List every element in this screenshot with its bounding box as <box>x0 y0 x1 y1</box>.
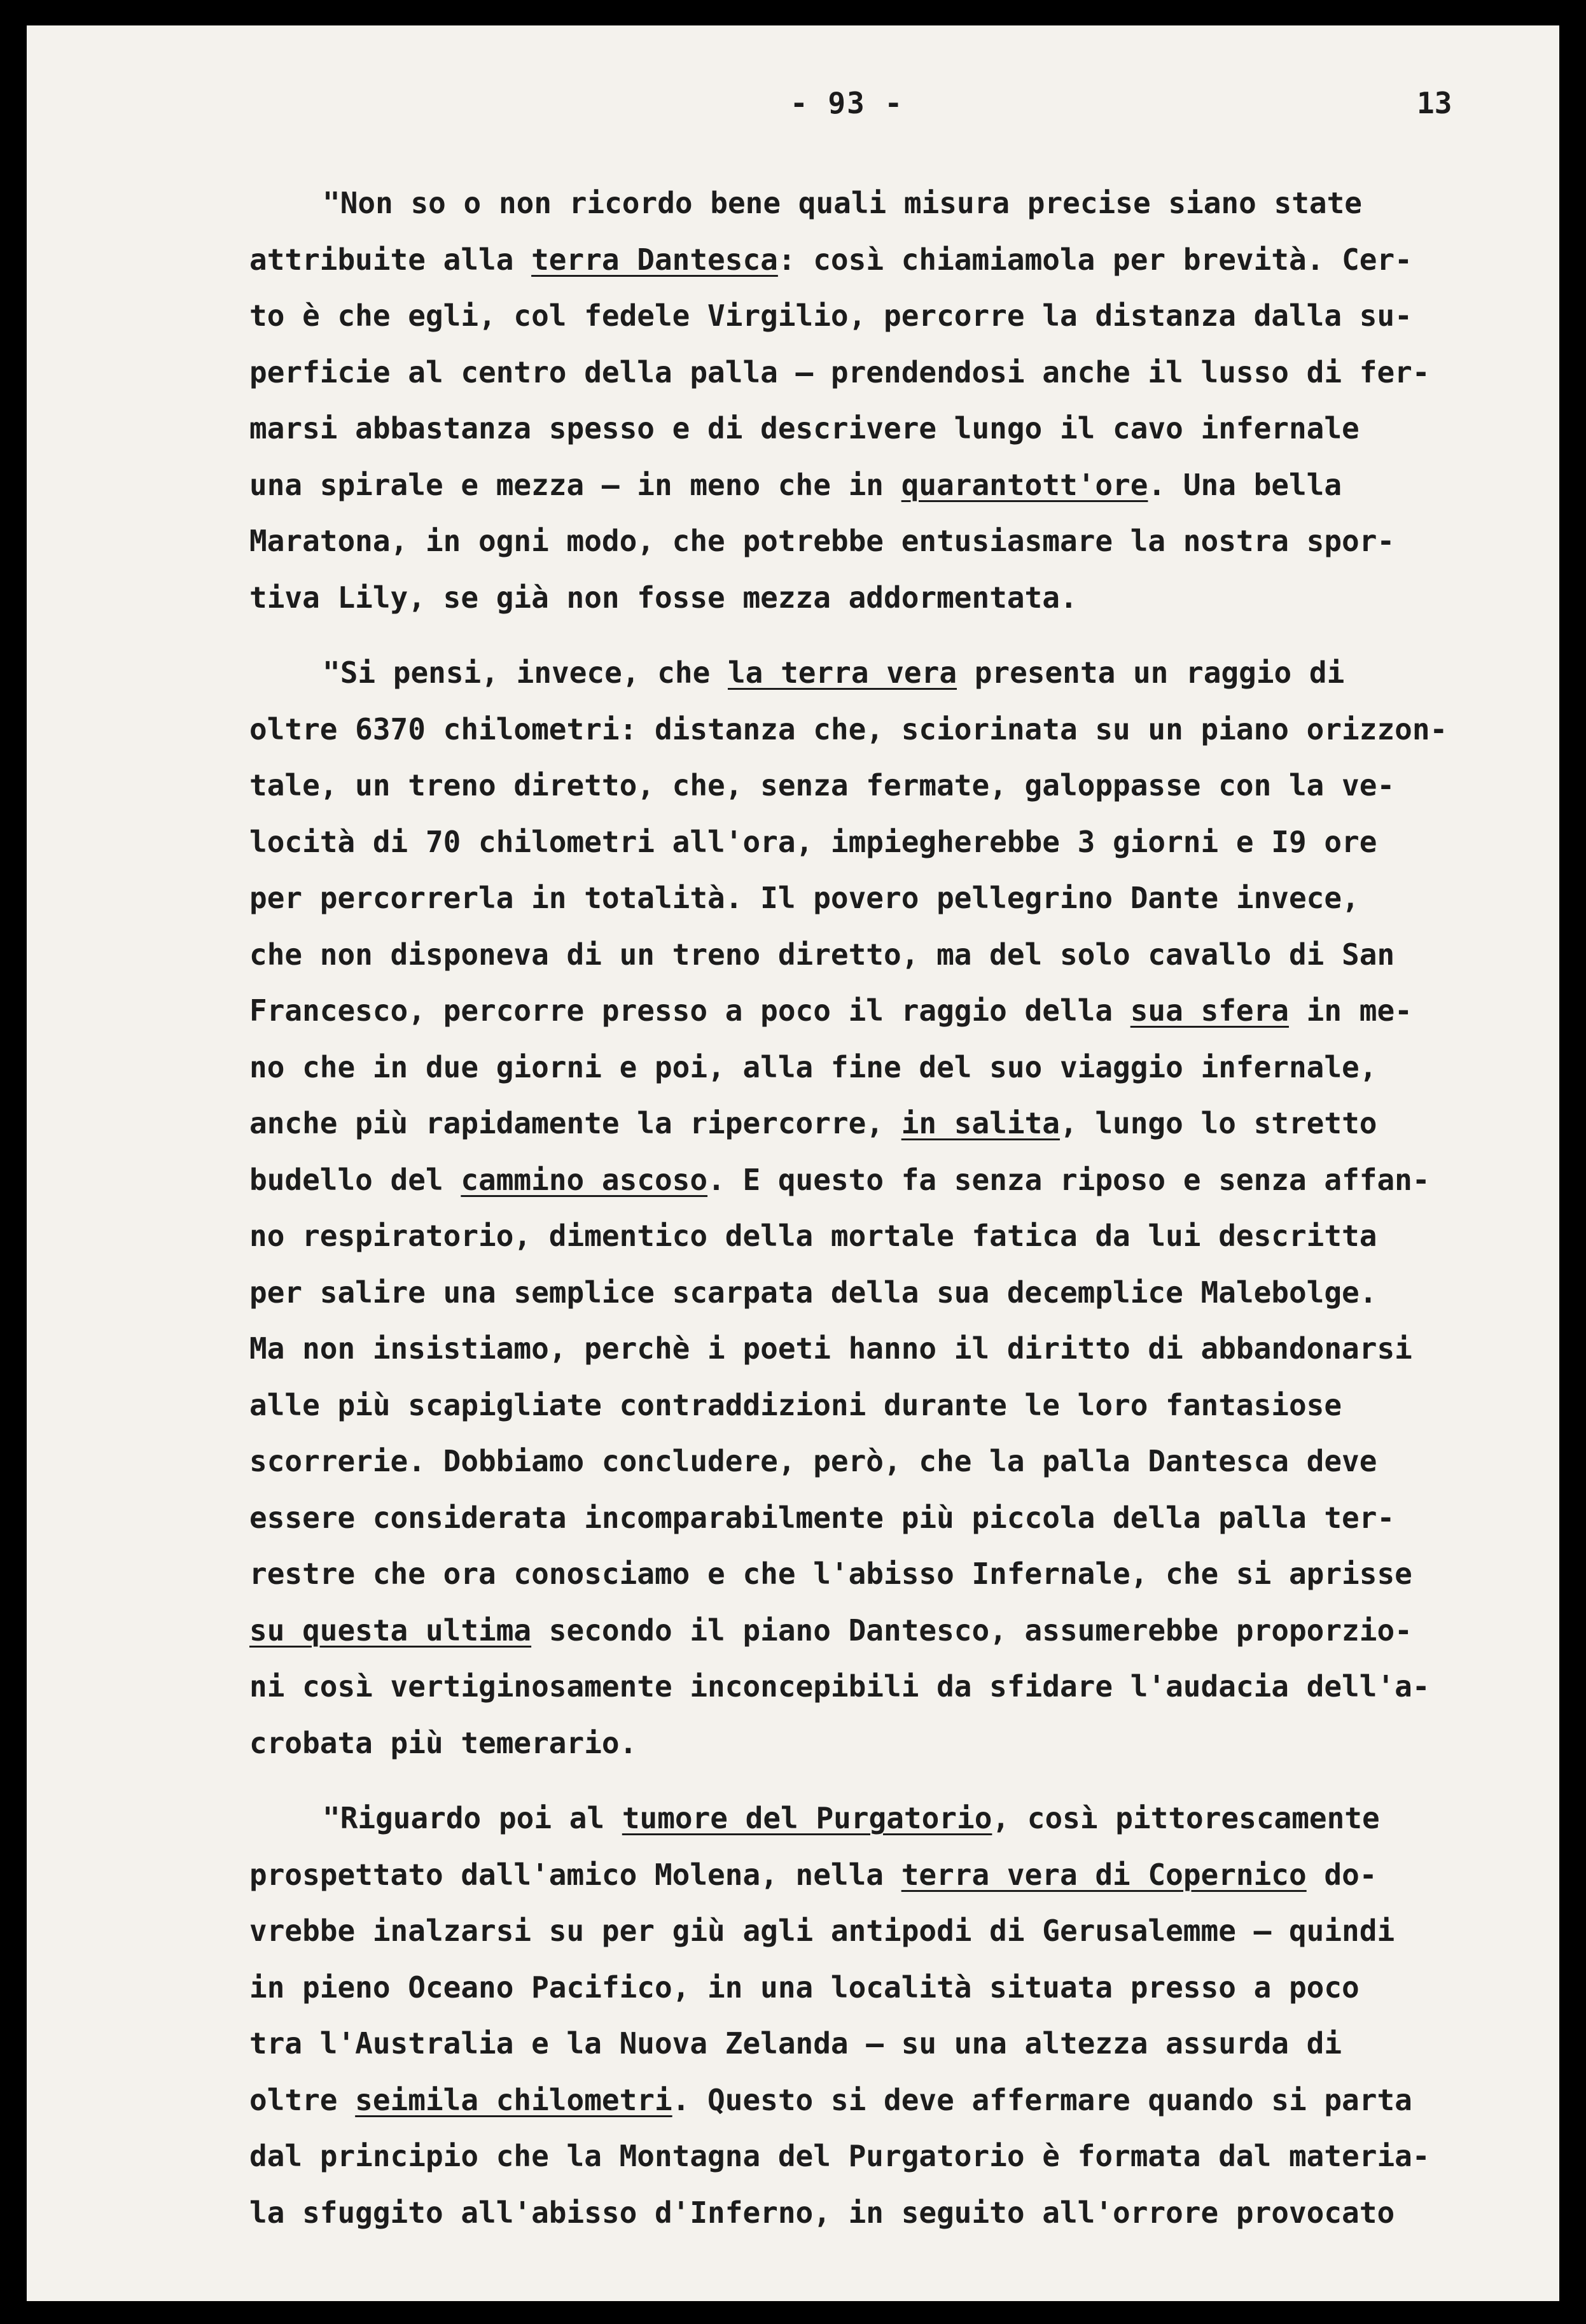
text-segment: tra l'Australia e la Nuova Zelanda — su una altezza assurda di <box>249 2026 1342 2061</box>
typewritten-page <box>27 25 1559 2301</box>
text-segment: in pieno Oceano Pacifico, in una località situata presso a poco <box>249 1970 1360 2005</box>
text-segment: to è che egli, col fedele Virgilio, percorre la distanza dalla su- <box>249 298 1412 333</box>
text-segment: crobata più temerario. <box>249 1725 637 1760</box>
text-segment: , lungo lo stretto <box>1059 1106 1377 1140</box>
text-segment: per salire una semplice scarpata della sua decemplice Malebolge. <box>249 1275 1377 1310</box>
underlined-phrase: sua sfera <box>1130 993 1289 1028</box>
text-line <box>249 513 1554 570</box>
sheet-number: 13 <box>1417 86 1452 120</box>
text-segment: prospettato dall'amico Molena, nella <box>249 1857 901 1892</box>
text-line <box>249 175 1554 232</box>
text-line <box>249 1715 1554 1772</box>
text-segment: marsi abbastanza spesso e di descrivere lungo il cavo infernale <box>249 411 1360 445</box>
text-line <box>249 288 1554 344</box>
text-line <box>249 1208 1554 1264</box>
text-segment: attribuite alla <box>249 242 532 277</box>
text-segment: oltre <box>249 2082 356 2117</box>
text-segment: Maratona, in ogni modo, che potrebbe entusiasmare la nostra spor- <box>249 524 1395 558</box>
text-segment: no respiratorio, dimentico della mortale fatica da lui descritta <box>249 1219 1377 1253</box>
text-segment: vrebbe inalzarsi su per giù agli antipodi di Gerusalemme — quindi <box>249 1914 1395 1948</box>
text-line <box>249 400 1554 457</box>
text-segment: essere considerata incomparabilmente più piccola della palla ter- <box>249 1500 1395 1535</box>
text-line <box>249 2015 1554 2072</box>
underlined-phrase: tumore del Purgatorio <box>622 1801 992 1835</box>
text-segment: dal principio che la Montagna del Purgatorio è formata dal materia- <box>249 2139 1430 2173</box>
text-segment: . Una bella <box>1148 467 1342 502</box>
text-line <box>249 1847 1554 1903</box>
paragraph <box>249 1790 1554 2241</box>
text-line <box>249 983 1554 1039</box>
text-segment: restre che ora conosciamo e che l'abisso Infernale, che si aprisse <box>249 1557 1412 1591</box>
text-segment: . Questo si deve affermare quando si parta <box>672 2082 1412 2117</box>
text-segment: ni così vertiginosamente inconcepibili da sfidare l'audacia dell'a- <box>249 1669 1430 1704</box>
text-line <box>249 1546 1554 1602</box>
paragraph-gap <box>249 1771 1554 1790</box>
text-line <box>249 757 1554 814</box>
text-segment: per percorrerla in totalità. Il povero pellegrino Dante invece, <box>249 881 1360 915</box>
text-segment: secondo il piano Dantesco, assumerebbe proporzio- <box>531 1613 1412 1648</box>
paragraph-gap <box>249 626 1554 645</box>
text-segment: perficie al centro della palla — prendendosi anche il lusso di fer- <box>249 354 1430 389</box>
text-line <box>249 1658 1554 1715</box>
text-segment: Francesco, percorre presso a poco il raggio della <box>249 993 1130 1028</box>
text-line <box>249 2185 1554 2241</box>
text-line <box>249 1039 1554 1096</box>
text-segment: scorrerie. Dobbiamo concludere, però, che la palla Dantesca deve <box>249 1444 1377 1478</box>
text-segment: budello del <box>249 1162 461 1197</box>
text-line <box>249 870 1554 927</box>
text-segment: : così chiamiamola per brevità. Cer- <box>777 242 1412 277</box>
underlined-phrase: seimila chilometri <box>355 2082 672 2117</box>
underlined-phrase: cammino ascoso <box>461 1162 708 1197</box>
text-line <box>249 814 1554 871</box>
text-segment: oltre 6370 chilometri: distanza che, sciorinata su un piano orizzon- <box>249 711 1448 746</box>
text-segment: "Si pensi, invece, che <box>323 655 728 690</box>
text-line <box>249 1903 1554 1959</box>
text-line <box>249 570 1554 626</box>
text-segment: locità di 70 chilometri all'ora, impiegherebbe 3 giorni e I9 ore <box>249 824 1377 859</box>
paragraph <box>249 175 1554 626</box>
text-segment: . E questo fa senza riposo e senza affan- <box>707 1162 1430 1197</box>
underlined-phrase: su questa ultima <box>249 1613 532 1648</box>
page-marker: - 93 - <box>790 86 904 120</box>
text-segment: tale, un treno diretto, che, senza fermate, galoppasse con la ve- <box>249 768 1395 802</box>
text-line <box>249 1959 1554 2016</box>
body-text <box>249 175 1554 2241</box>
text-line <box>249 457 1554 514</box>
text-segment: "Non so o non ricordo bene quali misura precise siano state <box>323 186 1362 220</box>
text-segment: anche più rapidamente la ripercorre, <box>249 1106 901 1140</box>
text-line <box>249 645 1554 701</box>
underlined-phrase: la terra vera <box>727 655 957 690</box>
text-line <box>249 1490 1554 1546</box>
text-segment: alle più scapigliate contraddizioni durante le loro fantasiose <box>249 1387 1342 1422</box>
underlined-phrase: in salita <box>901 1106 1060 1140</box>
text-segment: in me- <box>1288 993 1412 1028</box>
text-line <box>249 1790 1554 1847</box>
text-line <box>249 1602 1554 1659</box>
text-line <box>249 1152 1554 1208</box>
text-segment: "Riguardo poi al <box>323 1801 622 1835</box>
text-line <box>249 927 1554 983</box>
text-line <box>249 1095 1554 1152</box>
text-line <box>249 344 1554 401</box>
text-line <box>249 2128 1554 2185</box>
text-line <box>249 701 1554 758</box>
text-segment: presenta un raggio di <box>957 655 1345 690</box>
text-segment: do- <box>1306 1857 1377 1892</box>
text-segment: tiva Lily, se già non fosse mezza addormentata. <box>249 580 1078 615</box>
text-line <box>249 1264 1554 1321</box>
text-segment: la sfuggito all'abisso d'Inferno, in seguito all'orrore provocato <box>249 2195 1395 2230</box>
underlined-phrase: quarantott'ore <box>901 467 1148 502</box>
text-segment: una spirale e mezza — in meno che in <box>249 467 901 502</box>
paragraph <box>249 645 1554 1771</box>
text-segment: no che in due giorni e poi, alla fine del suo viaggio infernale, <box>249 1049 1377 1084</box>
text-segment: che non disponeva di un treno diretto, ma del solo cavallo di San <box>249 937 1395 972</box>
underlined-phrase: terra Dantesca <box>531 242 778 277</box>
text-segment: , così pittorescamente <box>992 1801 1380 1835</box>
text-line <box>249 1433 1554 1490</box>
text-line <box>249 2072 1554 2129</box>
underlined-phrase: terra vera di Copernico <box>901 1857 1307 1892</box>
text-segment: Ma non insistiamo, perchè i poeti hanno il diritto di abbandonarsi <box>249 1331 1412 1366</box>
text-line <box>249 1377 1554 1434</box>
text-line <box>249 232 1554 288</box>
text-line <box>249 1320 1554 1377</box>
